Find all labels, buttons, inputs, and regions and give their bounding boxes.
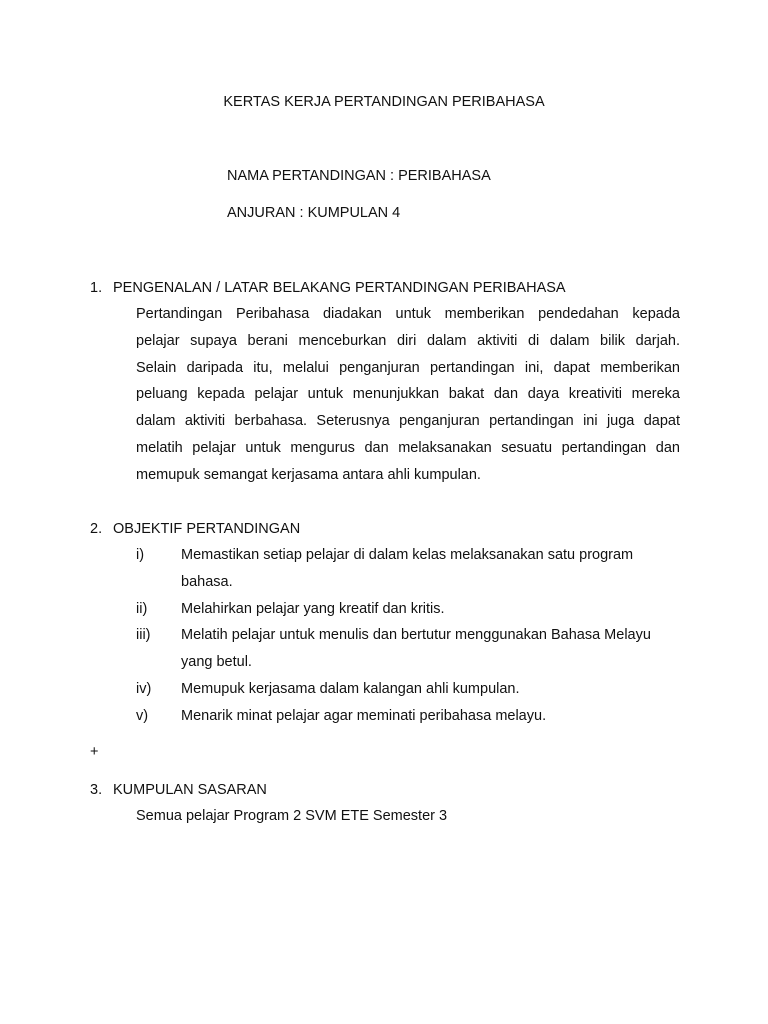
introduction-paragraph	[136, 301, 680, 489]
objective-item	[136, 622, 696, 676]
objective-text: yang betul.	[181, 654, 252, 671]
section-2-number: 2.	[90, 521, 103, 537]
objective-text: Melatih pelajar untuk menulis dan bertutur menggunakan Bahasa Melayu	[181, 627, 651, 644]
objective-number: iv)	[136, 680, 152, 697]
objective-item	[136, 703, 696, 730]
section-1-number: 1.	[90, 280, 103, 296]
objective-text: Memupuk kerjasama dalam kalangan ahli kumpulan.	[181, 680, 520, 697]
paragraph-line: pelajar supaya berani menceburkan diri dalam aktiviti di dalam bilik darjah.	[136, 332, 680, 349]
competition-name: NAMA PERTANDINGAN : PERIBAHASA	[227, 168, 491, 184]
objective-text: Memastikan setiap pelajar di dalam kelas melaksanakan satu program	[181, 547, 634, 563]
objective-text: bahasa.	[181, 573, 233, 590]
section-1-heading: PENGENALAN / LATAR BELAKANG PERTANDINGAN PERIBAHASA	[113, 280, 566, 296]
paragraph-line: Pertandingan Peribahasa diadakan untuk memberikan pendedahan kepada	[136, 306, 680, 322]
objective-number: ii)	[136, 600, 148, 617]
stray-plus-mark: +	[90, 744, 99, 760]
target-group-text: Semua pelajar Program 2 SVM ETE Semester 3	[136, 808, 448, 824]
objective-number: v)	[136, 707, 149, 724]
objective-number: i)	[136, 547, 145, 563]
objective-item	[136, 676, 696, 703]
paragraph-line: Selain daripada itu, melalui penganjuran pertandingan ini, dapat memberikan	[136, 359, 680, 376]
organizer-line: ANJURAN : KUMPULAN 4	[227, 205, 401, 221]
paragraph-line: dalam aktiviti berbahasa. Seterusnya penganjuran pertandingan ini juga dapat	[136, 413, 680, 430]
objective-item	[136, 542, 696, 596]
section-2-heading: OBJEKTIF PERTANDINGAN	[113, 521, 301, 537]
objectives-list	[136, 542, 696, 730]
document-title: KERTAS KERJA PERTANDINGAN PERIBAHASA	[223, 94, 545, 110]
objective-item	[136, 596, 696, 623]
objective-number: iii)	[136, 627, 151, 644]
section-3-heading: KUMPULAN SASARAN	[113, 782, 267, 798]
objective-text: Melahirkan pelajar yang kreatif dan kritis.	[181, 600, 445, 617]
paragraph-line: peluang kepada pelajar untuk menunjukkan bakat dan daya kreativiti mereka	[136, 386, 680, 403]
paragraph-line: memupuk semangat kerjasama antara ahli kumpulan.	[136, 466, 481, 483]
section-3-number: 3.	[90, 782, 103, 798]
paragraph-line: melatih pelajar untuk mengurus dan melaksanakan sesuatu pertandingan dan	[136, 439, 680, 456]
objective-text: Menarik minat pelajar agar meminati peribahasa melayu.	[181, 707, 547, 724]
